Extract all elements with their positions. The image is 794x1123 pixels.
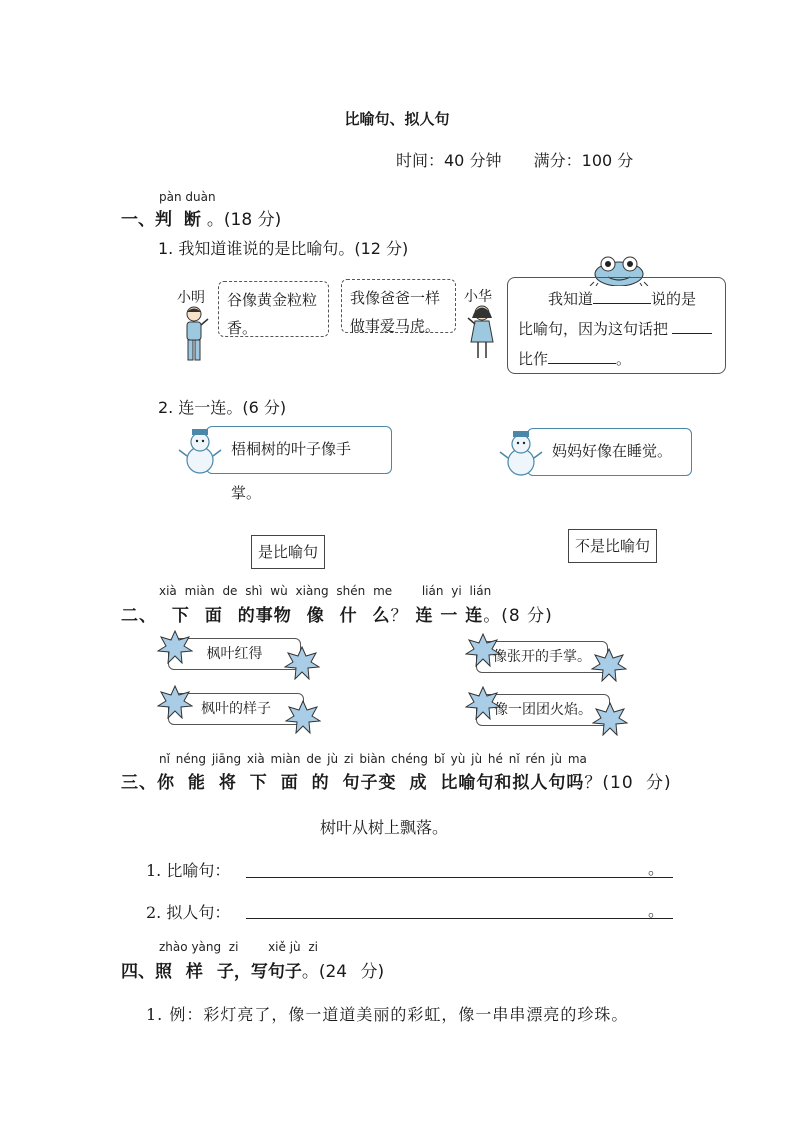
pinyin-pan: pàn duàn bbox=[159, 190, 216, 204]
item-simile-label: 1. 比喻句： bbox=[146, 861, 231, 880]
question-1-1: 1. 我知道谁说的是比喻句。(12 分) bbox=[158, 239, 409, 258]
section-1-heading: 一、判 断。(18 分) bbox=[121, 210, 282, 230]
question-1-2: 2. 连一连。(6 分) bbox=[158, 398, 287, 417]
section-3-heading: 三、你 能 将 下 面 的 句子变 成 比喻句和拟人句吗？(10 分) bbox=[121, 773, 672, 793]
xiaoming-label: 小明 bbox=[177, 290, 205, 306]
section-3-pinyin: nǐ néng jiāng xià miàn de jù zi biàn chéng bǐ yù jù hé nǐ rén jù ma bbox=[159, 752, 587, 766]
score-label: 满分：100 分 bbox=[533, 151, 634, 170]
xiaohua-label: 小华 bbox=[464, 289, 492, 305]
answer-no-box[interactable]: 不是比喻句 bbox=[568, 529, 657, 563]
personification-answer-line[interactable] bbox=[246, 917, 673, 919]
frog-answer-box: 我知道 说的是 比喻句，因为这句话把 比作 。 bbox=[507, 277, 726, 374]
section-2-pinyin: xià miàn de shì wù xiàng shén me lián yi lián bbox=[159, 584, 492, 598]
leaf-card-right-1[interactable]: 像张开的手掌。 bbox=[476, 641, 608, 673]
simile-answer-line[interactable] bbox=[246, 876, 673, 878]
xiaoming-speech-bubble: 谷像黄金粒粒香。 bbox=[218, 281, 329, 337]
maple-leaf-icon bbox=[465, 633, 501, 667]
maple-leaf-icon bbox=[284, 646, 320, 680]
boy-figure-icon bbox=[176, 305, 216, 365]
personification-end-mark: 。 bbox=[648, 901, 665, 920]
girl-figure-icon bbox=[462, 304, 502, 364]
answer-blank-object[interactable] bbox=[548, 347, 616, 364]
maple-leaf-icon bbox=[285, 700, 321, 734]
section-4-heading: 四、照 样 子，写句子。(24 分) bbox=[121, 962, 385, 982]
source-sentence: 树叶从树上飘落。 bbox=[320, 818, 449, 837]
xiaohua-speech-bubble: 我像爸爸一样做事爱马虎。 bbox=[341, 279, 456, 333]
sentence-card-left[interactable]: 梧桐树的叶子像手掌。 bbox=[206, 426, 392, 474]
exam-meta bbox=[396, 148, 633, 171]
simile-end-mark: 。 bbox=[648, 859, 665, 878]
maple-leaf-icon bbox=[465, 686, 501, 720]
maple-leaf-icon bbox=[591, 648, 627, 682]
snowman-icon bbox=[178, 428, 222, 478]
example-sentence: 1. 例：彩灯亮了，像一道道美丽的彩虹，像一串串漂亮的珍珠。 bbox=[146, 1005, 629, 1024]
leaf-card-right-2[interactable]: 像一团团火焰。 bbox=[476, 694, 610, 726]
item-personification-label: 2. 拟人句： bbox=[146, 903, 231, 922]
page-title: 比喻句、拟人句 bbox=[344, 110, 450, 128]
maple-leaf-icon bbox=[157, 685, 193, 719]
time-label: 时间：40 分钟 bbox=[396, 151, 502, 170]
leaf-card-left-1[interactable]: 枫叶红得 bbox=[168, 638, 301, 670]
maple-leaf-icon bbox=[157, 630, 193, 664]
section-2-heading: 二、 下 面 的事物 像 什 么？ 连 一 连。(8 分) bbox=[121, 606, 553, 626]
sentence-card-right[interactable]: 妈妈好像在睡觉。 bbox=[527, 428, 692, 476]
leaf-card-left-2[interactable]: 枫叶的样子 bbox=[168, 693, 304, 725]
answer-blank-subject[interactable] bbox=[672, 317, 712, 334]
section-4-pinyin: zhào yàng zi xiě jù zi bbox=[159, 940, 318, 954]
answer-blank-who[interactable] bbox=[593, 287, 651, 304]
maple-leaf-icon bbox=[592, 702, 628, 736]
snowman-icon bbox=[499, 430, 543, 480]
answer-yes-box[interactable]: 是比喻句 bbox=[251, 535, 325, 569]
